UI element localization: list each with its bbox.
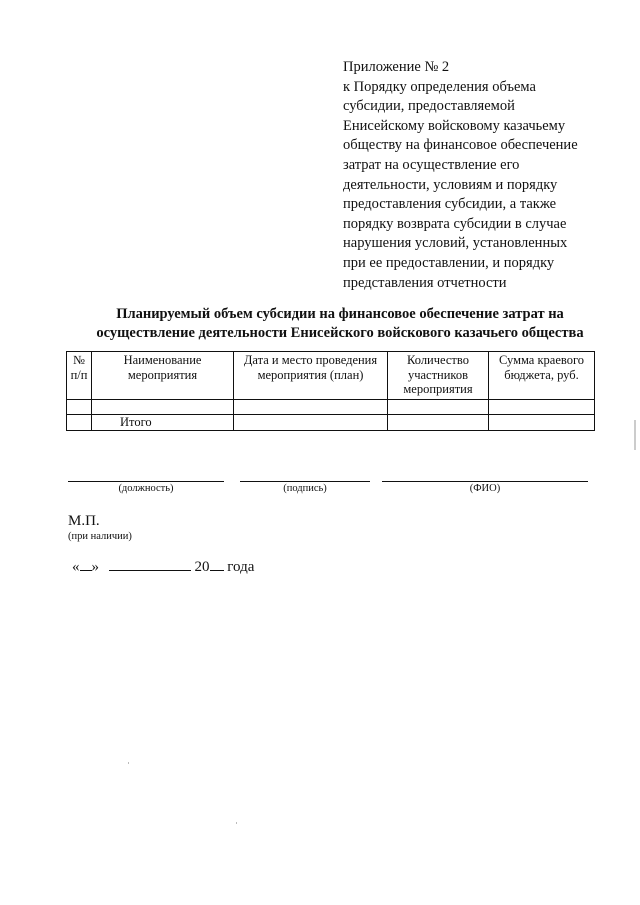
appendix-line: порядку возврата субсидии в случае	[343, 215, 567, 232]
appendix-block	[343, 58, 628, 293]
appendix-line: субсидии, предоставляемой	[343, 98, 515, 115]
month-blank	[109, 570, 191, 571]
scan-edge-mark	[634, 420, 636, 450]
position-label: (должность)	[118, 483, 174, 494]
table-cell	[67, 415, 92, 431]
table-row	[67, 400, 595, 415]
appendix-line: Приложение № 2	[343, 59, 450, 75]
name-label: (ФИО)	[469, 483, 501, 494]
appendix-line: к Порядку определения объема	[343, 78, 536, 95]
scan-speck	[236, 822, 237, 824]
table-header-row	[67, 352, 595, 400]
appendix-line: нарушения условий, установленных	[343, 235, 568, 252]
table-cell	[234, 400, 388, 415]
stamp-note: (при наличии)	[68, 531, 132, 542]
table-cell	[67, 400, 92, 415]
subsidy-table	[66, 351, 595, 431]
col-header-date-place: Дата и место проведения мероприятия (план)	[234, 352, 388, 400]
col-header-number: № п/п	[67, 352, 92, 400]
position-signature-line	[68, 481, 224, 482]
col-header-budget-sum: Сумма краевого бюджета, руб.	[489, 352, 595, 400]
day-blank	[80, 570, 92, 571]
appendix-line: предоставления субсидии, а также	[343, 196, 557, 213]
document-title	[40, 305, 640, 343]
table-cell	[388, 415, 489, 431]
year-prefix: 20	[194, 559, 210, 575]
appendix-line: обществу на финансовое обеспечение	[343, 137, 578, 154]
date-line	[72, 559, 254, 576]
signature-label: (подпись)	[283, 483, 327, 494]
year-blank	[210, 570, 224, 571]
title-line: осуществление деятельности Енисейского войскового казачьего общества	[96, 325, 584, 341]
table-cell	[234, 415, 388, 431]
appendix-line: деятельности, условиям и порядку	[343, 176, 558, 193]
date-close-quote: »	[91, 559, 99, 575]
table-cell	[489, 415, 595, 431]
name-signature-line	[382, 481, 588, 482]
col-header-event-name: Наименование мероприятия	[92, 352, 234, 400]
signature-line	[240, 481, 370, 482]
appendix-line: представления отчетности	[343, 274, 507, 291]
table-cell	[388, 400, 489, 415]
table-total-row	[67, 415, 595, 431]
total-label: Итого	[92, 415, 234, 431]
table-cell	[489, 400, 595, 415]
appendix-line: при ее предоставлении, и порядку	[343, 254, 555, 271]
col-header-participants: Количество участников мероприятия	[388, 352, 489, 400]
scan-speck	[128, 762, 129, 764]
stamp-label: М.П.	[68, 513, 100, 529]
date-open-quote: «	[72, 559, 80, 575]
table-cell	[92, 400, 234, 415]
year-suffix: года	[227, 559, 255, 575]
title-line: Планируемый объем субсидии на финансовое обеспечение затрат на	[116, 306, 564, 322]
appendix-line: затрат на осуществление его	[343, 156, 520, 173]
appendix-line: Енисейскому войсковому казачьему	[343, 117, 566, 134]
